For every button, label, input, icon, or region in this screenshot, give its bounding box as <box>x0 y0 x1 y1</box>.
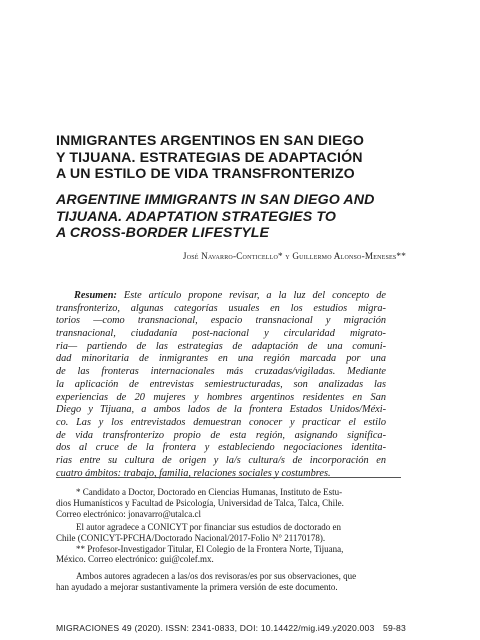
title-spanish <box>56 133 436 183</box>
abstract-line: transnacional, ciudadanía post-nacional y circularidad migrato- <box>56 328 386 340</box>
abstract-line: dad minoritaria de inmigrantes en una región marcada por una <box>56 353 386 365</box>
abstract-line: la aplicación de entrevistas semiestructuradas, son analizadas las <box>56 378 386 390</box>
abstract-line: experiencias de 20 mujeres y hombres argentinos residentes en San <box>56 391 386 403</box>
title-es-line: Y TIJUANA. ESTRATEGIAS DE ADAPTACIÓN <box>56 149 363 166</box>
abstract-line: ria— partiendo de las estrategias de adaptación de una comuni- <box>56 340 386 352</box>
abstract-label: Resumen: <box>74 290 117 301</box>
footnote-line: El autor agradece a CONICYT por financiar sus estudios de doctorado en <box>76 521 341 532</box>
title-es-line: INMIGRANTES ARGENTINOS EN SAN DIEGO <box>56 133 365 149</box>
footnote-line: * Candidato a Doctor, Doctorado en Ciencias Humanas, Instituto de Estu- <box>76 487 343 497</box>
footnote-line: Ambos autores agradecen a las/os dos revisoras/es por sus observaciones, que <box>76 571 357 582</box>
abstract-line: torios —como transnacional, espacio transnacional y migración <box>56 315 386 327</box>
title-es-line: A UN ESTILO DE VIDA TRANSFRONTERIZO <box>56 166 355 182</box>
footnote-line: dios Humanísticos y Facultad de Psicología, Universidad de Talca, Talca, Chile. <box>56 497 344 508</box>
page-range: 59-83 <box>383 623 406 633</box>
title-en-line: TIJUANA. ADAPTATION STRATEGIES TO <box>56 208 336 225</box>
abstract-line: transfronterizo, algunas categorías usuales en los estudios migra- <box>56 302 386 314</box>
footnote-divider <box>56 477 401 478</box>
abstract-line: Resumen: Este artículo propone revisar, a la luz del concepto de <box>74 290 386 301</box>
abstract-line: co. Las y los entrevistados demuestran conocer y practicar el estilo <box>56 416 386 428</box>
footnote-line: México. Correo electrónico: gui@colef.mx. <box>56 554 214 565</box>
abstract-line: dos al cruce de la frontera y estableciendo negociaciones identita- <box>56 442 386 454</box>
title-en-line: A CROSS-BORDER LIFESTYLE <box>56 225 270 241</box>
abstract-line: de vida transfronterizo propio de esta región, asignando significa- <box>56 429 386 441</box>
title-en-line: ARGENTINE IMMIGRANTS IN SAN DIEGO AND <box>56 192 375 208</box>
abstract <box>56 290 386 480</box>
abstract-line: rias entre su cultura de origen y la/s cultura/s de incorporación en <box>56 454 386 466</box>
abstract-line: cuatro ámbitos: trabajo, familia, relaciones sociales y costumbres. <box>56 467 331 479</box>
abstract-line: Diego y Tijuana, a ambos lados de la frontera Estados Unidos/Méxi- <box>56 404 386 416</box>
journal-citation: MIGRACIONES 49 (2020). ISSN: 2341-0833, DOI: 10.14422/mig.i49.y2020.003 <box>56 623 375 633</box>
footnotes <box>56 487 406 593</box>
abstract-line: de las fronteras internacionales más cruzadas/vigiladas. Mediante <box>56 366 386 378</box>
footnote-line: ** Profesor-Investigador Titular, El Colegio de la Frontera Norte, Tijuana, <box>76 543 344 554</box>
page-footer <box>56 623 406 633</box>
footnote-line: Chile (CONICYT-PFCHA/Doctorado Nacional/2017-Folio N° 21170178). <box>56 532 326 543</box>
author-line: José Navarro-Conticello* y Guillermo Alonso-Meneses** <box>182 251 406 261</box>
footnote-line: han ayudado a mejorar sustantivamente la primera versión de este documento. <box>56 582 338 593</box>
title-english <box>56 192 436 242</box>
footnote-line: Correo electrónico: jonavarro@utalca.cl <box>56 508 201 519</box>
